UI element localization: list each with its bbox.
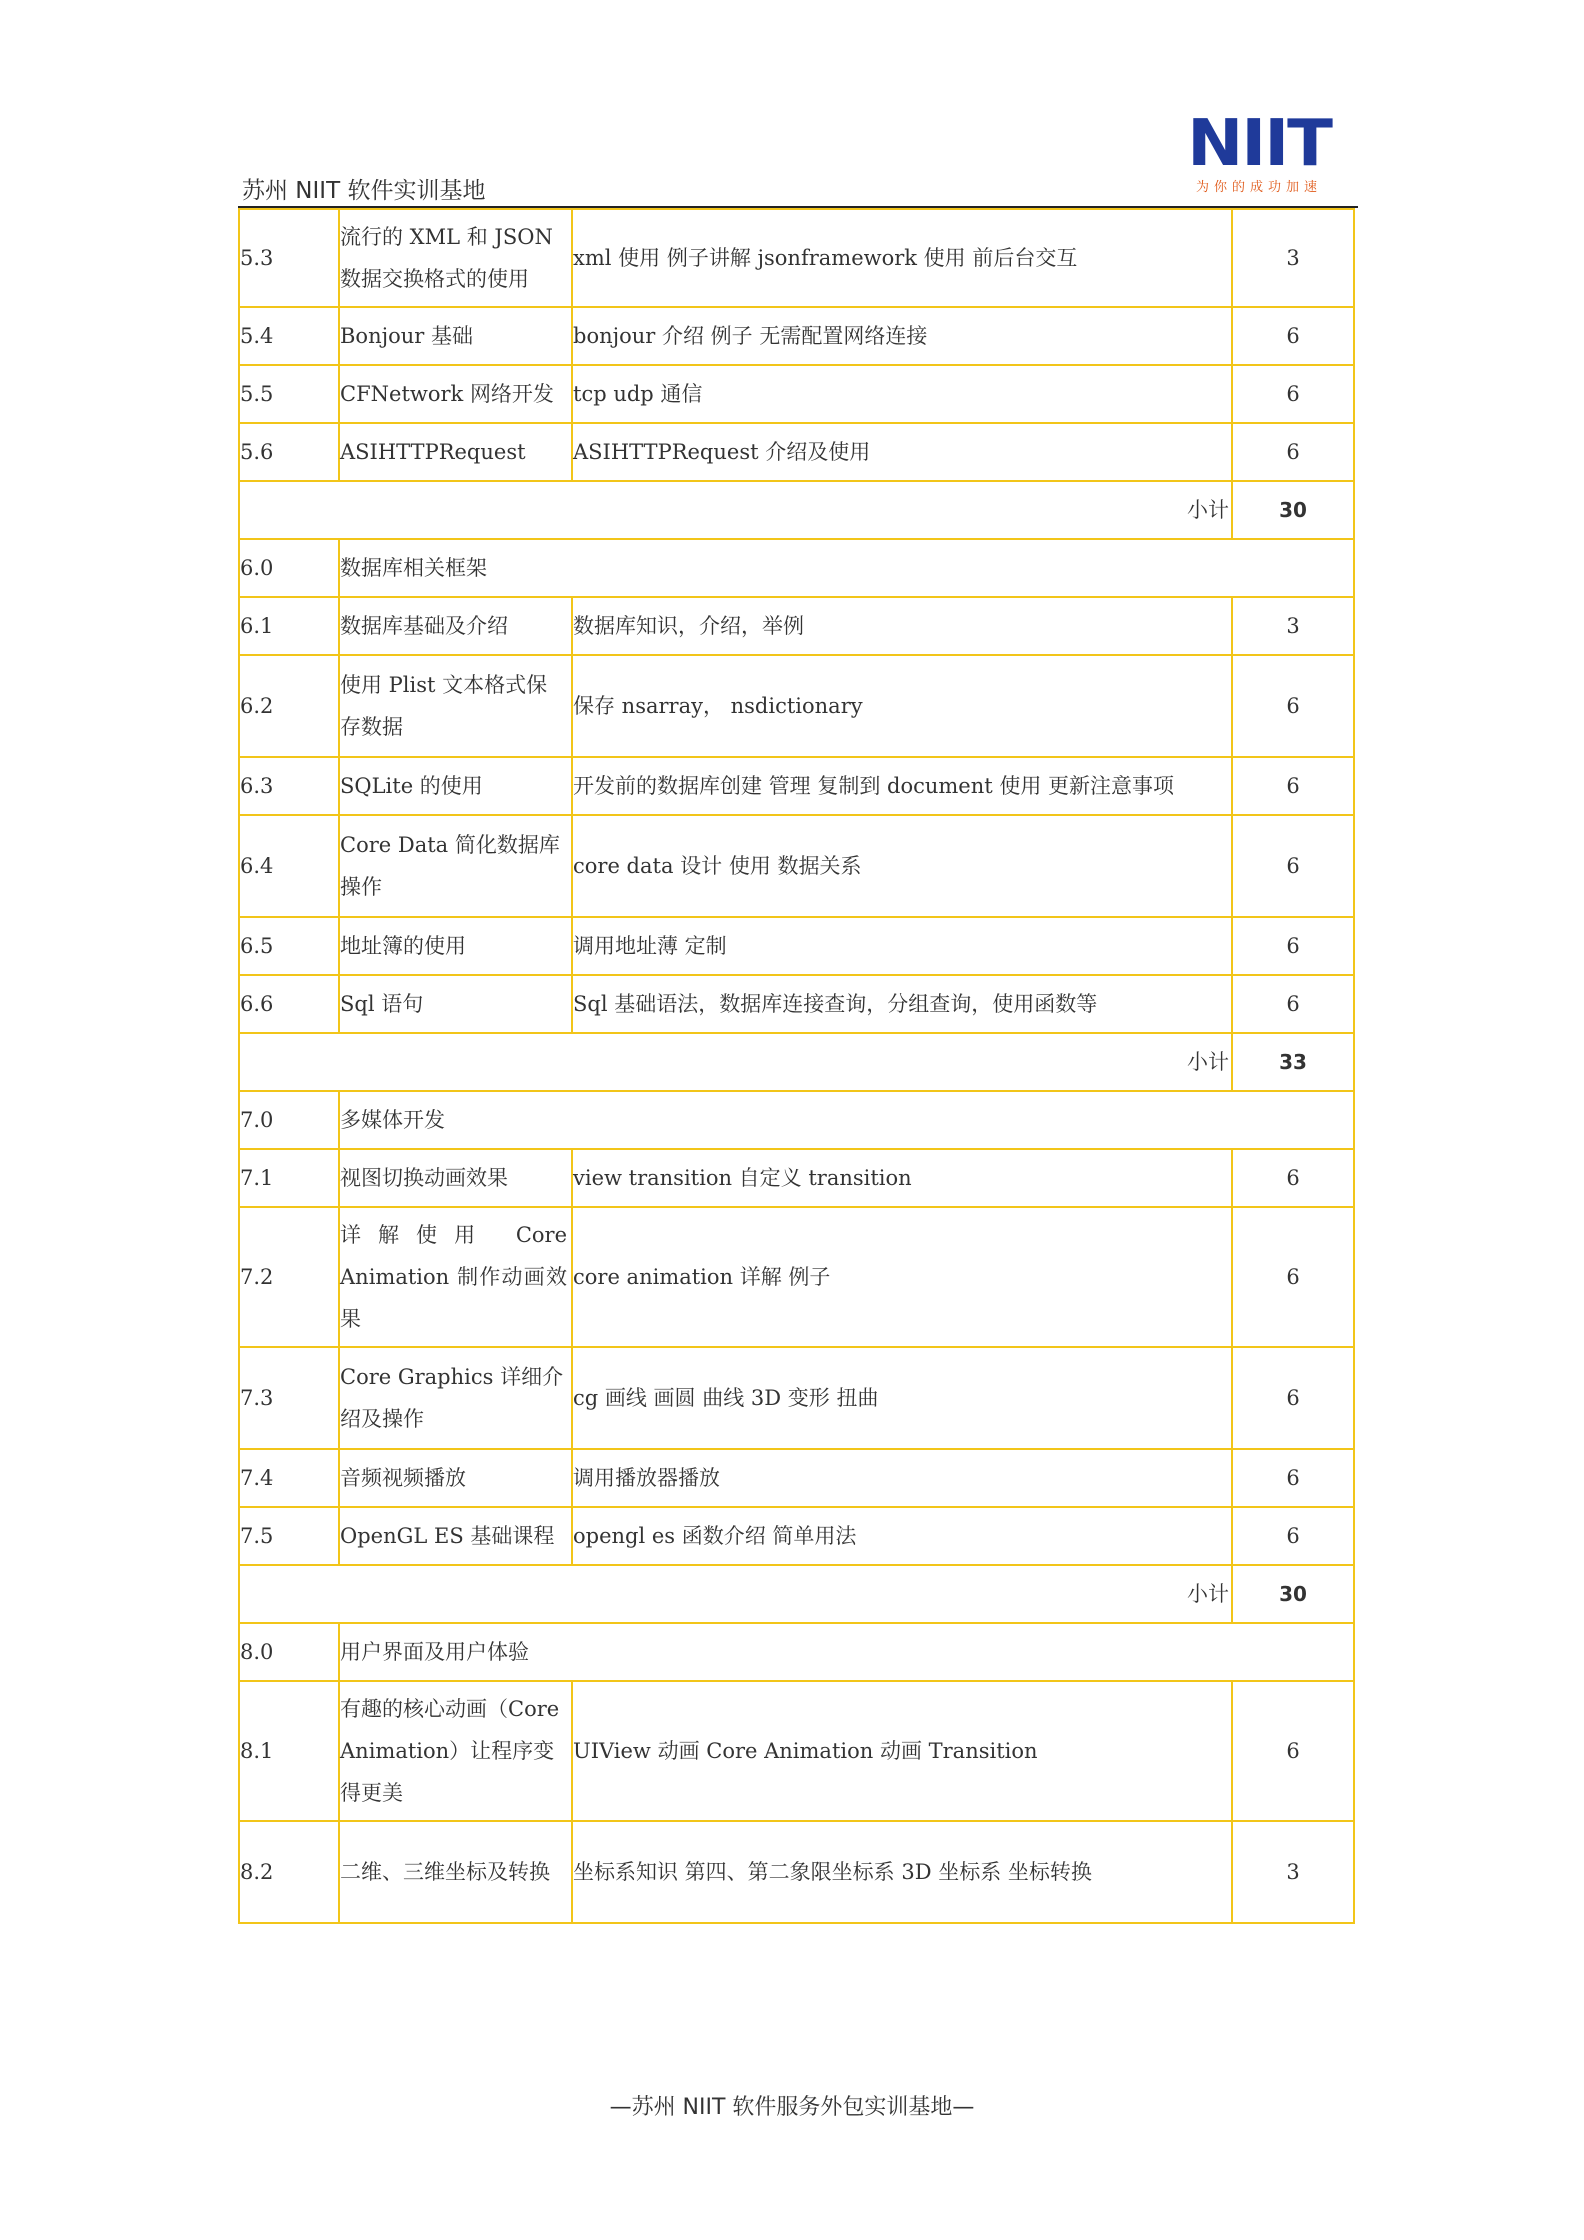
section-row	[239, 539, 1354, 597]
row-number: 6.5	[239, 917, 339, 975]
row-description: core animation 详解 例子	[572, 1207, 1232, 1347]
table-row	[239, 815, 1354, 917]
table-row	[239, 655, 1354, 757]
row-topic: 地址簿的使用	[339, 917, 572, 975]
row-hours: 6	[1232, 423, 1354, 481]
row-hours: 6	[1232, 1347, 1354, 1449]
row-number: 5.6	[239, 423, 339, 481]
row-description: core data 设计 使用 数据关系	[572, 815, 1232, 917]
row-description: view transition 自定义 transition	[572, 1149, 1232, 1207]
table-row	[239, 1149, 1354, 1207]
table-row	[239, 1821, 1354, 1923]
table-row	[239, 1207, 1354, 1347]
table-row	[239, 975, 1354, 1033]
table-row	[239, 423, 1354, 481]
row-number: 6.4	[239, 815, 339, 917]
row-hours: 6	[1232, 1507, 1354, 1565]
row-hours: 6	[1232, 757, 1354, 815]
row-topic: OpenGL ES 基础课程	[339, 1507, 572, 1565]
row-topic: ASIHTTPRequest	[339, 423, 572, 481]
org-name: 苏州 NIIT 软件实训基地	[242, 178, 486, 204]
table-row	[239, 307, 1354, 365]
row-topic: 二维、三维坐标及转换	[339, 1821, 572, 1923]
subtotal-label: 小计	[239, 481, 1232, 539]
table-row	[239, 1449, 1354, 1507]
row-description: Sql 基础语法，数据库连接查询，分组查询，使用函数等	[572, 975, 1232, 1033]
subtotal-label: 小计	[239, 1033, 1232, 1091]
logo-wordmark: NIIT	[1187, 107, 1331, 181]
subtotal-row	[239, 481, 1354, 539]
section-title: 用户界面及用户体验	[339, 1623, 1354, 1681]
table-row	[239, 757, 1354, 815]
row-hours: 6	[1232, 975, 1354, 1033]
section-number: 6.0	[239, 539, 339, 597]
row-number: 7.4	[239, 1449, 339, 1507]
row-description: tcp udp 通信	[572, 365, 1232, 423]
row-number: 5.3	[239, 209, 339, 307]
row-number: 6.6	[239, 975, 339, 1033]
row-description: 调用地址薄 定制	[572, 917, 1232, 975]
row-number: 8.2	[239, 1821, 339, 1923]
row-description: bonjour 介绍 例子 无需配置网络连接	[572, 307, 1232, 365]
row-number: 5.4	[239, 307, 339, 365]
row-number: 8.1	[239, 1681, 339, 1821]
row-number: 7.2	[239, 1207, 339, 1347]
row-hours: 3	[1232, 209, 1354, 307]
row-number: 6.2	[239, 655, 339, 757]
row-hours: 6	[1232, 1681, 1354, 1821]
table-row	[239, 917, 1354, 975]
table-row	[239, 1681, 1354, 1821]
subtotal-value: 33	[1232, 1033, 1354, 1091]
row-topic: 流行的 XML 和 JSON 数据交换格式的使用	[339, 209, 572, 307]
row-topic: 详解使用 Core Animation 制作动画效果	[339, 1207, 572, 1347]
row-hours: 6	[1232, 815, 1354, 917]
row-topic: 使用 Plist 文本格式保存数据	[339, 655, 572, 757]
row-topic: Sql 语句	[339, 975, 572, 1033]
row-topic: Core Data 简化数据库操作	[339, 815, 572, 917]
page-footer: —苏州 NIIT 软件服务外包实训基地—	[609, 2095, 975, 2120]
row-topic: SQLite 的使用	[339, 757, 572, 815]
subtotal-value: 30	[1232, 1565, 1354, 1623]
row-hours: 6	[1232, 655, 1354, 757]
row-number: 7.3	[239, 1347, 339, 1449]
section-title: 数据库相关框架	[339, 539, 1354, 597]
row-topic: 数据库基础及介绍	[339, 597, 572, 655]
section-number: 7.0	[239, 1091, 339, 1149]
row-hours: 6	[1232, 1207, 1354, 1347]
section-row	[239, 1623, 1354, 1681]
row-description: cg 画线 画圆 曲线 3D 变形 扭曲	[572, 1347, 1232, 1449]
row-topic: Bonjour 基础	[339, 307, 572, 365]
curriculum-table	[238, 208, 1355, 1924]
row-topic: 有趣的核心动画（Core Animation）让程序变得更美	[339, 1681, 572, 1821]
row-topic: 音频视频播放	[339, 1449, 572, 1507]
subtotal-label: 小计	[239, 1565, 1232, 1623]
row-description: UIView 动画 Core Animation 动画 Transition	[572, 1681, 1232, 1821]
row-description: 保存 nsarray， nsdictionary	[572, 655, 1232, 757]
row-description: 调用播放器播放	[572, 1449, 1232, 1507]
row-description: ASIHTTPRequest 介绍及使用	[572, 423, 1232, 481]
row-description: xml 使用 例子讲解 jsonframework 使用 前后台交互	[572, 209, 1232, 307]
table-row	[239, 1347, 1354, 1449]
row-topic: CFNetwork 网络开发	[339, 365, 572, 423]
row-number: 5.5	[239, 365, 339, 423]
table-row	[239, 365, 1354, 423]
row-description: 数据库知识，介绍，举例	[572, 597, 1232, 655]
subtotal-row	[239, 1565, 1354, 1623]
section-row	[239, 1091, 1354, 1149]
row-number: 7.5	[239, 1507, 339, 1565]
table-row	[239, 209, 1354, 307]
subtotal-row	[239, 1033, 1354, 1091]
row-description: opengl es 函数介绍 简单用法	[572, 1507, 1232, 1565]
row-hours: 3	[1232, 1821, 1354, 1923]
row-number: 6.1	[239, 597, 339, 655]
row-hours: 6	[1232, 307, 1354, 365]
row-hours: 6	[1232, 917, 1354, 975]
row-hours: 3	[1232, 597, 1354, 655]
row-hours: 6	[1232, 1449, 1354, 1507]
niit-logo	[1174, 107, 1344, 195]
curriculum-table-body	[239, 209, 1354, 1923]
row-topic: Core Graphics 详细介绍及操作	[339, 1347, 572, 1449]
page-header	[238, 107, 1358, 208]
row-number: 6.3	[239, 757, 339, 815]
row-description: 坐标系知识 第四、第二象限坐标系 3D 坐标系 坐标转换	[572, 1821, 1232, 1923]
logo-tagline: 为你的成功加速	[1195, 180, 1322, 195]
row-description: 开发前的数据库创建 管理 复制到 document 使用 更新注意事项	[572, 757, 1232, 815]
section-title: 多媒体开发	[339, 1091, 1354, 1149]
subtotal-value: 30	[1232, 481, 1354, 539]
row-topic: 视图切换动画效果	[339, 1149, 572, 1207]
row-hours: 6	[1232, 1149, 1354, 1207]
section-number: 8.0	[239, 1623, 339, 1681]
table-row	[239, 597, 1354, 655]
row-hours: 6	[1232, 365, 1354, 423]
row-number: 7.1	[239, 1149, 339, 1207]
table-row	[239, 1507, 1354, 1565]
